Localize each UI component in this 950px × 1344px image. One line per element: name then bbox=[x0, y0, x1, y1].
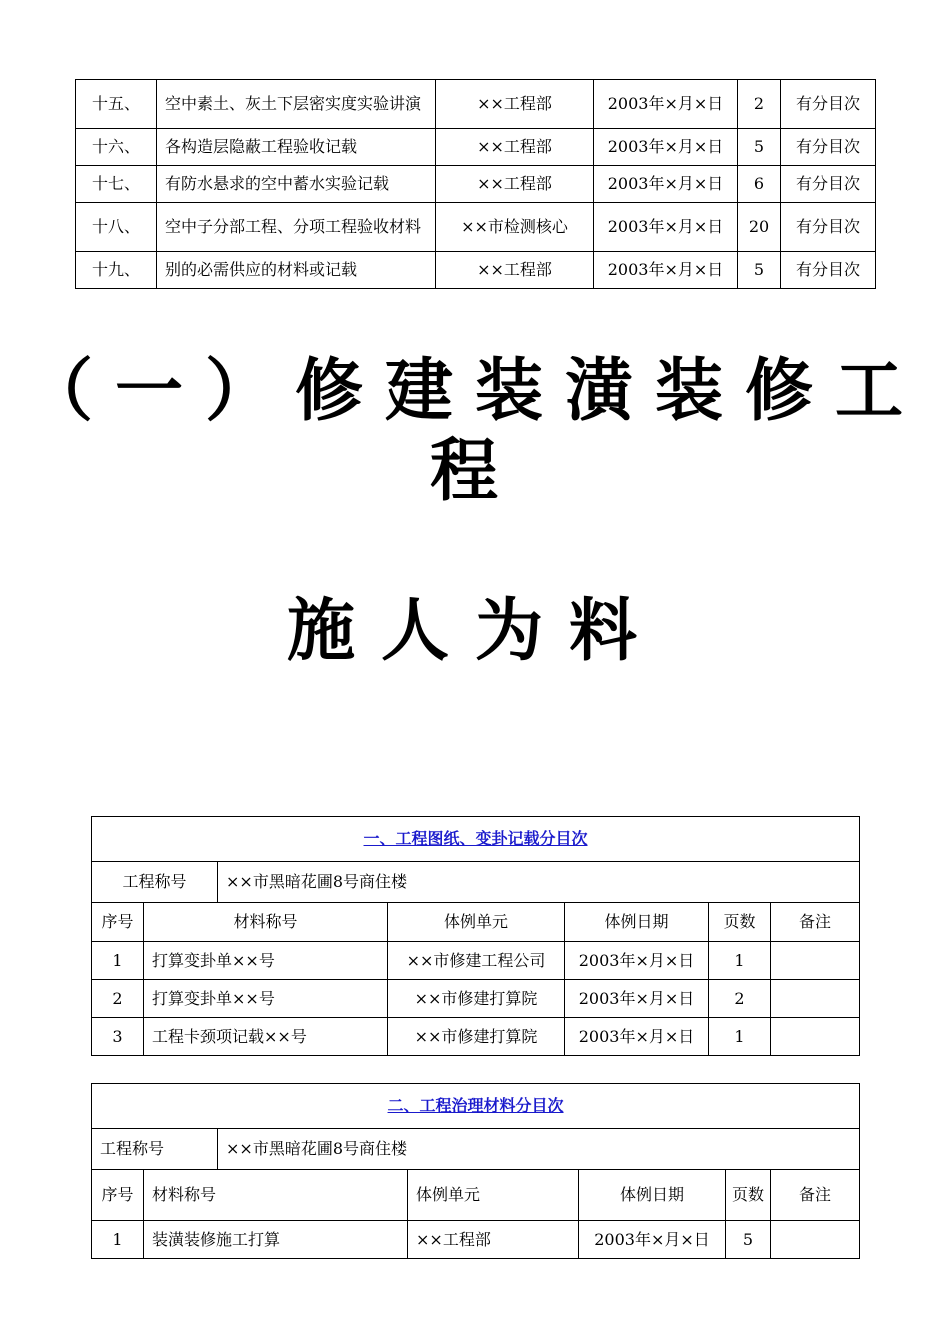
table-row bbox=[76, 80, 876, 129]
compiling-date: 2003年×月×日 bbox=[565, 942, 709, 980]
header-no: 序号 bbox=[92, 1170, 144, 1221]
compiling-date: 2003年×月×日 bbox=[594, 80, 738, 129]
compiling-date: 2003年×月×日 bbox=[594, 129, 738, 166]
table-row bbox=[92, 1221, 860, 1259]
header-note: 备注 bbox=[771, 1170, 860, 1221]
compiling-unit: ××市修建工程公司 bbox=[388, 942, 565, 980]
header-date: 体例日期 bbox=[579, 1170, 726, 1221]
remark: 有分目次 bbox=[781, 129, 876, 166]
remark: 有分目次 bbox=[781, 203, 876, 252]
project-label: 工程称号 bbox=[92, 862, 218, 903]
table-row bbox=[92, 980, 860, 1018]
compiling-unit: ××工程部 bbox=[436, 80, 594, 129]
header-date: 体例日期 bbox=[565, 903, 709, 942]
page-count: 5 bbox=[726, 1221, 771, 1259]
table-row bbox=[76, 166, 876, 203]
project-value: ××市黑暗花圃8号商住楼 bbox=[218, 862, 860, 903]
section-heading: 一、工程图纸、变卦记载分目次 bbox=[92, 817, 860, 862]
section-heading: 二、工程治理材料分目次 bbox=[92, 1084, 860, 1129]
remark: 有分目次 bbox=[781, 166, 876, 203]
remark bbox=[771, 1018, 860, 1056]
row-number: 十八、 bbox=[76, 203, 157, 252]
compiling-unit: ××市检测核心 bbox=[436, 203, 594, 252]
sub-title: 施人为料 bbox=[286, 592, 663, 671]
header-name: 材料称号 bbox=[144, 903, 388, 942]
project-value: ××市黑暗花圃8号商住楼 bbox=[218, 1129, 860, 1170]
compiling-date: 2003年×月×日 bbox=[565, 980, 709, 1018]
remark: 有分目次 bbox=[781, 252, 876, 289]
compiling-unit: ××工程部 bbox=[436, 166, 594, 203]
table-row bbox=[76, 129, 876, 166]
row-number: 3 bbox=[92, 1018, 144, 1056]
compiling-unit: ××工程部 bbox=[436, 129, 594, 166]
header-pages: 页数 bbox=[709, 903, 771, 942]
page-count: 1 bbox=[709, 942, 771, 980]
table-row bbox=[76, 203, 876, 252]
row-number: 1 bbox=[92, 1221, 144, 1259]
section-heading-row bbox=[92, 817, 860, 862]
material-name: 空中子分部工程、分项工程验收材料 bbox=[157, 203, 436, 252]
compiling-unit: ××市修建打算院 bbox=[388, 1018, 565, 1056]
material-name: 空中素土、灰土下层密实度实验讲演 bbox=[157, 80, 436, 129]
header-no: 序号 bbox=[92, 903, 144, 942]
table-row bbox=[92, 942, 860, 980]
page-count: 6 bbox=[738, 166, 781, 203]
compiling-date: 2003年×月×日 bbox=[594, 252, 738, 289]
row-number: 1 bbox=[92, 942, 144, 980]
header-note: 备注 bbox=[771, 903, 860, 942]
section-heading-row bbox=[92, 1084, 860, 1129]
row-number: 十五、 bbox=[76, 80, 157, 129]
material-name: 有防水悬求的空中蓄水实验记载 bbox=[157, 166, 436, 203]
header-pages: 页数 bbox=[726, 1170, 771, 1221]
header-unit: 体例单元 bbox=[408, 1170, 579, 1221]
header-unit: 体例单元 bbox=[388, 903, 565, 942]
material-name: 打算变卦单××号 bbox=[144, 942, 388, 980]
remark bbox=[771, 942, 860, 980]
page-count: 2 bbox=[709, 980, 771, 1018]
section2-table bbox=[91, 1083, 860, 1259]
row-number: 十九、 bbox=[76, 252, 157, 289]
top-index-table bbox=[75, 79, 876, 289]
table-row bbox=[76, 252, 876, 289]
compiling-unit: ××工程部 bbox=[436, 252, 594, 289]
material-name: 工程卡颈项记载××号 bbox=[144, 1018, 388, 1056]
remark bbox=[771, 1221, 860, 1259]
compiling-date: 2003年×月×日 bbox=[594, 203, 738, 252]
row-number: 十六、 bbox=[76, 129, 157, 166]
header-row bbox=[92, 903, 860, 942]
material-name: 装潢装修施工打算 bbox=[144, 1221, 408, 1259]
remark bbox=[771, 980, 860, 1018]
row-number: 2 bbox=[92, 980, 144, 1018]
header-name: 材料称号 bbox=[144, 1170, 408, 1221]
compiling-date: 2003年×月×日 bbox=[594, 166, 738, 203]
main-title: （一）修建装潢装修工程 bbox=[24, 352, 925, 511]
section1-table bbox=[91, 816, 860, 1056]
page-count: 20 bbox=[738, 203, 781, 252]
page-count: 5 bbox=[738, 252, 781, 289]
row-number: 十七、 bbox=[76, 166, 157, 203]
compiling-date: 2003年×月×日 bbox=[579, 1221, 726, 1259]
page-count: 5 bbox=[738, 129, 781, 166]
page-count: 1 bbox=[709, 1018, 771, 1056]
project-label: 工程称号 bbox=[92, 1129, 218, 1170]
page-count: 2 bbox=[738, 80, 781, 129]
material-name: 别的必需供应的材料或记载 bbox=[157, 252, 436, 289]
project-row bbox=[92, 862, 860, 903]
project-row bbox=[92, 1129, 860, 1170]
compiling-unit: ××市修建打算院 bbox=[388, 980, 565, 1018]
material-name: 打算变卦单××号 bbox=[144, 980, 388, 1018]
compiling-date: 2003年×月×日 bbox=[565, 1018, 709, 1056]
remark: 有分目次 bbox=[781, 80, 876, 129]
material-name: 各构造层隐蔽工程验收记载 bbox=[157, 129, 436, 166]
table-row bbox=[92, 1018, 860, 1056]
header-row bbox=[92, 1170, 860, 1221]
compiling-unit: ××工程部 bbox=[408, 1221, 579, 1259]
